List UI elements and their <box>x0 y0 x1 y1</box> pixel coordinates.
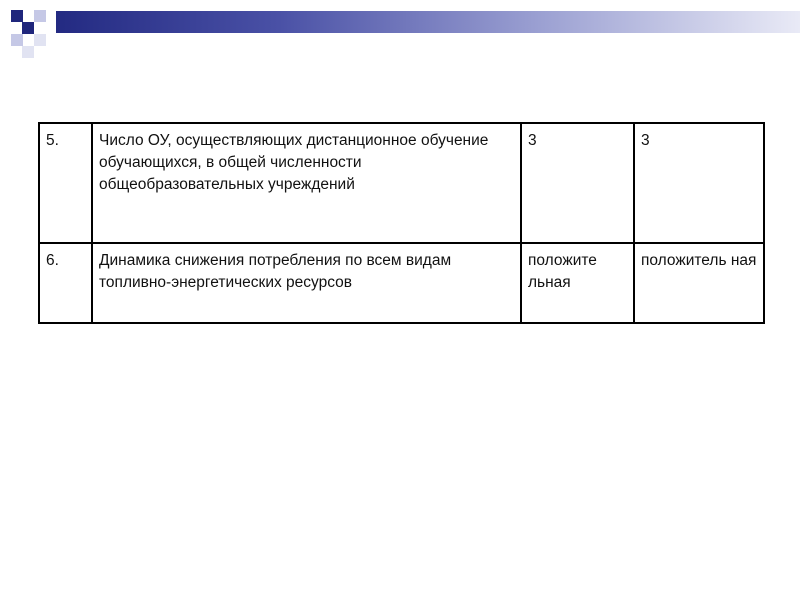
row-number-cell: 5. <box>39 123 92 243</box>
table-row <box>39 243 764 323</box>
header-square-decoration <box>34 10 46 22</box>
header-square-decoration <box>11 34 23 46</box>
header-gradient-bar <box>56 11 800 33</box>
indicator-text-cell: Динамика снижения потребления по всем видам топливно-энергетических ресурсов <box>92 243 521 323</box>
header-square-decoration <box>34 34 46 46</box>
value-cell-1: 3 <box>521 123 634 243</box>
indicator-text-cell: Число ОУ, осуществляющих дистанционное обучение обучающихся, в общей численности общеобразовательных учреждений <box>92 123 521 243</box>
header-square-decoration <box>22 22 34 34</box>
table-row <box>39 123 764 243</box>
header-square-decoration <box>22 46 34 58</box>
header-square-decoration <box>11 10 23 22</box>
value-cell-1: положите льная <box>521 243 634 323</box>
indicators-table <box>38 122 765 324</box>
value-cell-2: положитель ная <box>634 243 764 323</box>
row-number-cell: 6. <box>39 243 92 323</box>
value-cell-2: 3 <box>634 123 764 243</box>
